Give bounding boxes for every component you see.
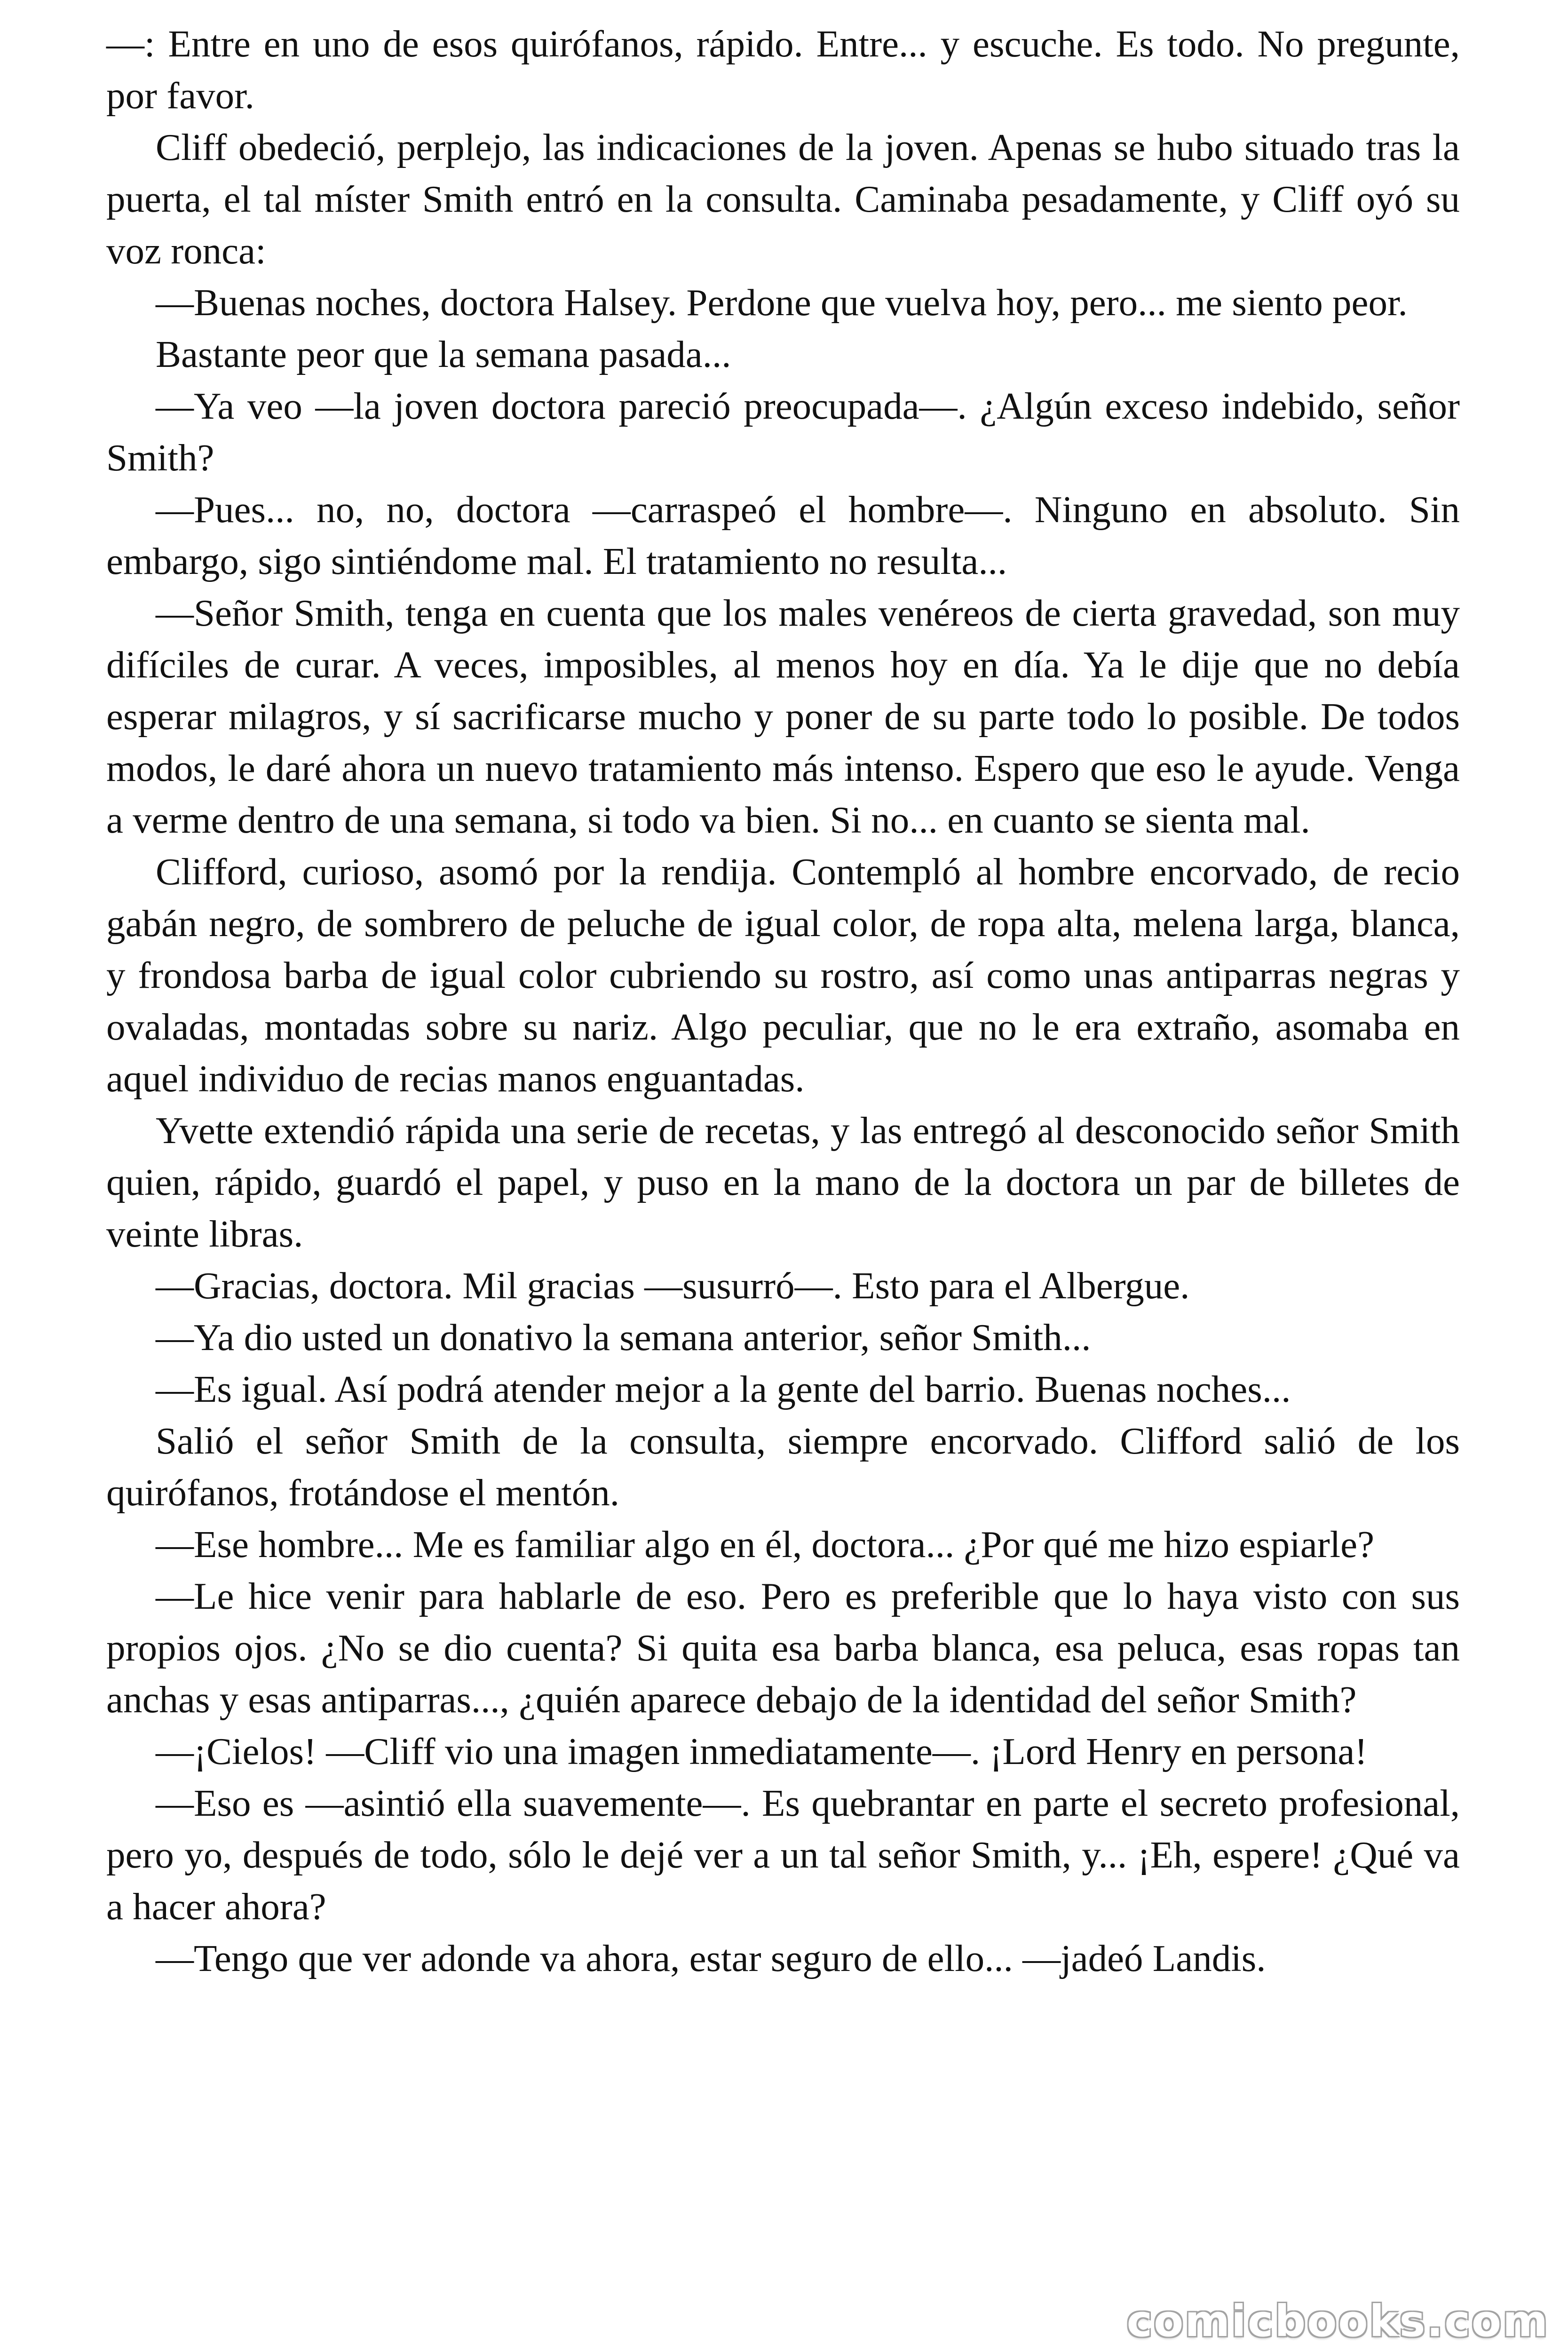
- paragraph: —: Entre en uno de esos quirófanos, rápido. Entre... y escuche. Es todo. No pregunte, por favor.: [106, 23, 1460, 117]
- paragraph: —¡Cielos! —Cliff vio una imagen inmediatamente—. ¡Lord Henry en persona!: [156, 1730, 1368, 1772]
- paragraph: —Le hice venir para hablarle de eso. Pero es preferible que lo haya visto con sus propios ojos. ¿No se dio cuenta? Si quita esa barba blanca, esa peluca, esas ropas tan anchas y esas antiparras..., ¿quién aparece debajo de la identidad del señor Smith?: [106, 1575, 1460, 1721]
- paragraph: Salió el señor Smith de la consulta, siempre encorvado. Clifford salió de los quirófanos, frotándose el mentón.: [106, 1420, 1460, 1514]
- paragraph: Clifford, curioso, asomó por la rendija. Contempló al hombre encorvado, de recio gabán negro, de sombrero de peluche de igual color, de ropa alta, melena larga, blanca, y frondosa barba de igual color cubriendo su rostro, así como unas antiparras negras y ovaladas, montadas sobre su nariz. Algo peculiar, que no le era extraño, asomaba en aquel individuo de recias manos enguantadas.: [106, 850, 1460, 1100]
- paragraph: —Ese hombre... Me es familiar algo en él, doctora... ¿Por qué me hizo espiarle?: [156, 1523, 1375, 1565]
- paragraph: —Ya veo —la joven doctora pareció preocupada—. ¿Algún exceso indebido, señor Smith?: [106, 385, 1460, 479]
- paragraph: —Tengo que ver adonde va ahora, estar seguro de ello... —jadeó Landis.: [156, 1937, 1266, 1979]
- paragraph: —Buenas noches, doctora Halsey. Perdone que vuelva hoy, pero... me siento peor.: [156, 281, 1408, 324]
- paragraph: Bastante peor que la semana pasada...: [156, 333, 731, 375]
- watermark: comicbooks.com: [1126, 2296, 1549, 2346]
- paragraph: —Eso es —asintió ella suavemente—. Es quebrantar en parte el secreto profesional, pero yo, después de todo, sólo le dejé ver a un tal señor Smith, y... ¡Eh, espere! ¿Qué va a hacer ahora?: [106, 1782, 1460, 1928]
- paragraph: —Pues... no, no, doctora —carraspeó el hombre—. Ninguno en absoluto. Sin embargo, sigo sintiéndome mal. El tratamiento no resulta...: [106, 488, 1460, 582]
- paragraph: —Gracias, doctora. Mil gracias —susurró—. Esto para el Albergue.: [156, 1264, 1190, 1307]
- paragraph: —Señor Smith, tenga en cuenta que los males venéreos de cierta gravedad, son muy difíciles de curar. A veces, imposibles, al menos hoy en día. Ya le dije que no debía esperar milagros, y sí sacrificarse mucho y poner de su parte todo lo posible. De todos modos, le daré ahora un nuevo tratamiento más intenso. Espero que eso le ayude. Venga a verme dentro de una semana, si todo va bien. Si no... en cuanto se sienta mal.: [106, 592, 1460, 841]
- paragraph: Cliff obedeció, perplejo, las indicaciones de la joven. Apenas se hubo situado tras la puerta, el tal míster Smith entró en la consulta. Caminaba pesadamente, y Cliff oyó su voz ronca:: [106, 126, 1460, 272]
- paragraph: —Ya dio usted un donativo la semana anterior, señor Smith...: [156, 1316, 1091, 1359]
- document-body: [106, 18, 1460, 1984]
- paragraph: —Es igual. Así podrá atender mejor a la gente del barrio. Buenas noches...: [156, 1368, 1291, 1410]
- paragraph: Yvette extendió rápida una serie de recetas, y las entregó al desconocido señor Smith quien, rápido, guardó el papel, y puso en la mano de la doctora un par de billetes de veinte libras.: [106, 1109, 1460, 1255]
